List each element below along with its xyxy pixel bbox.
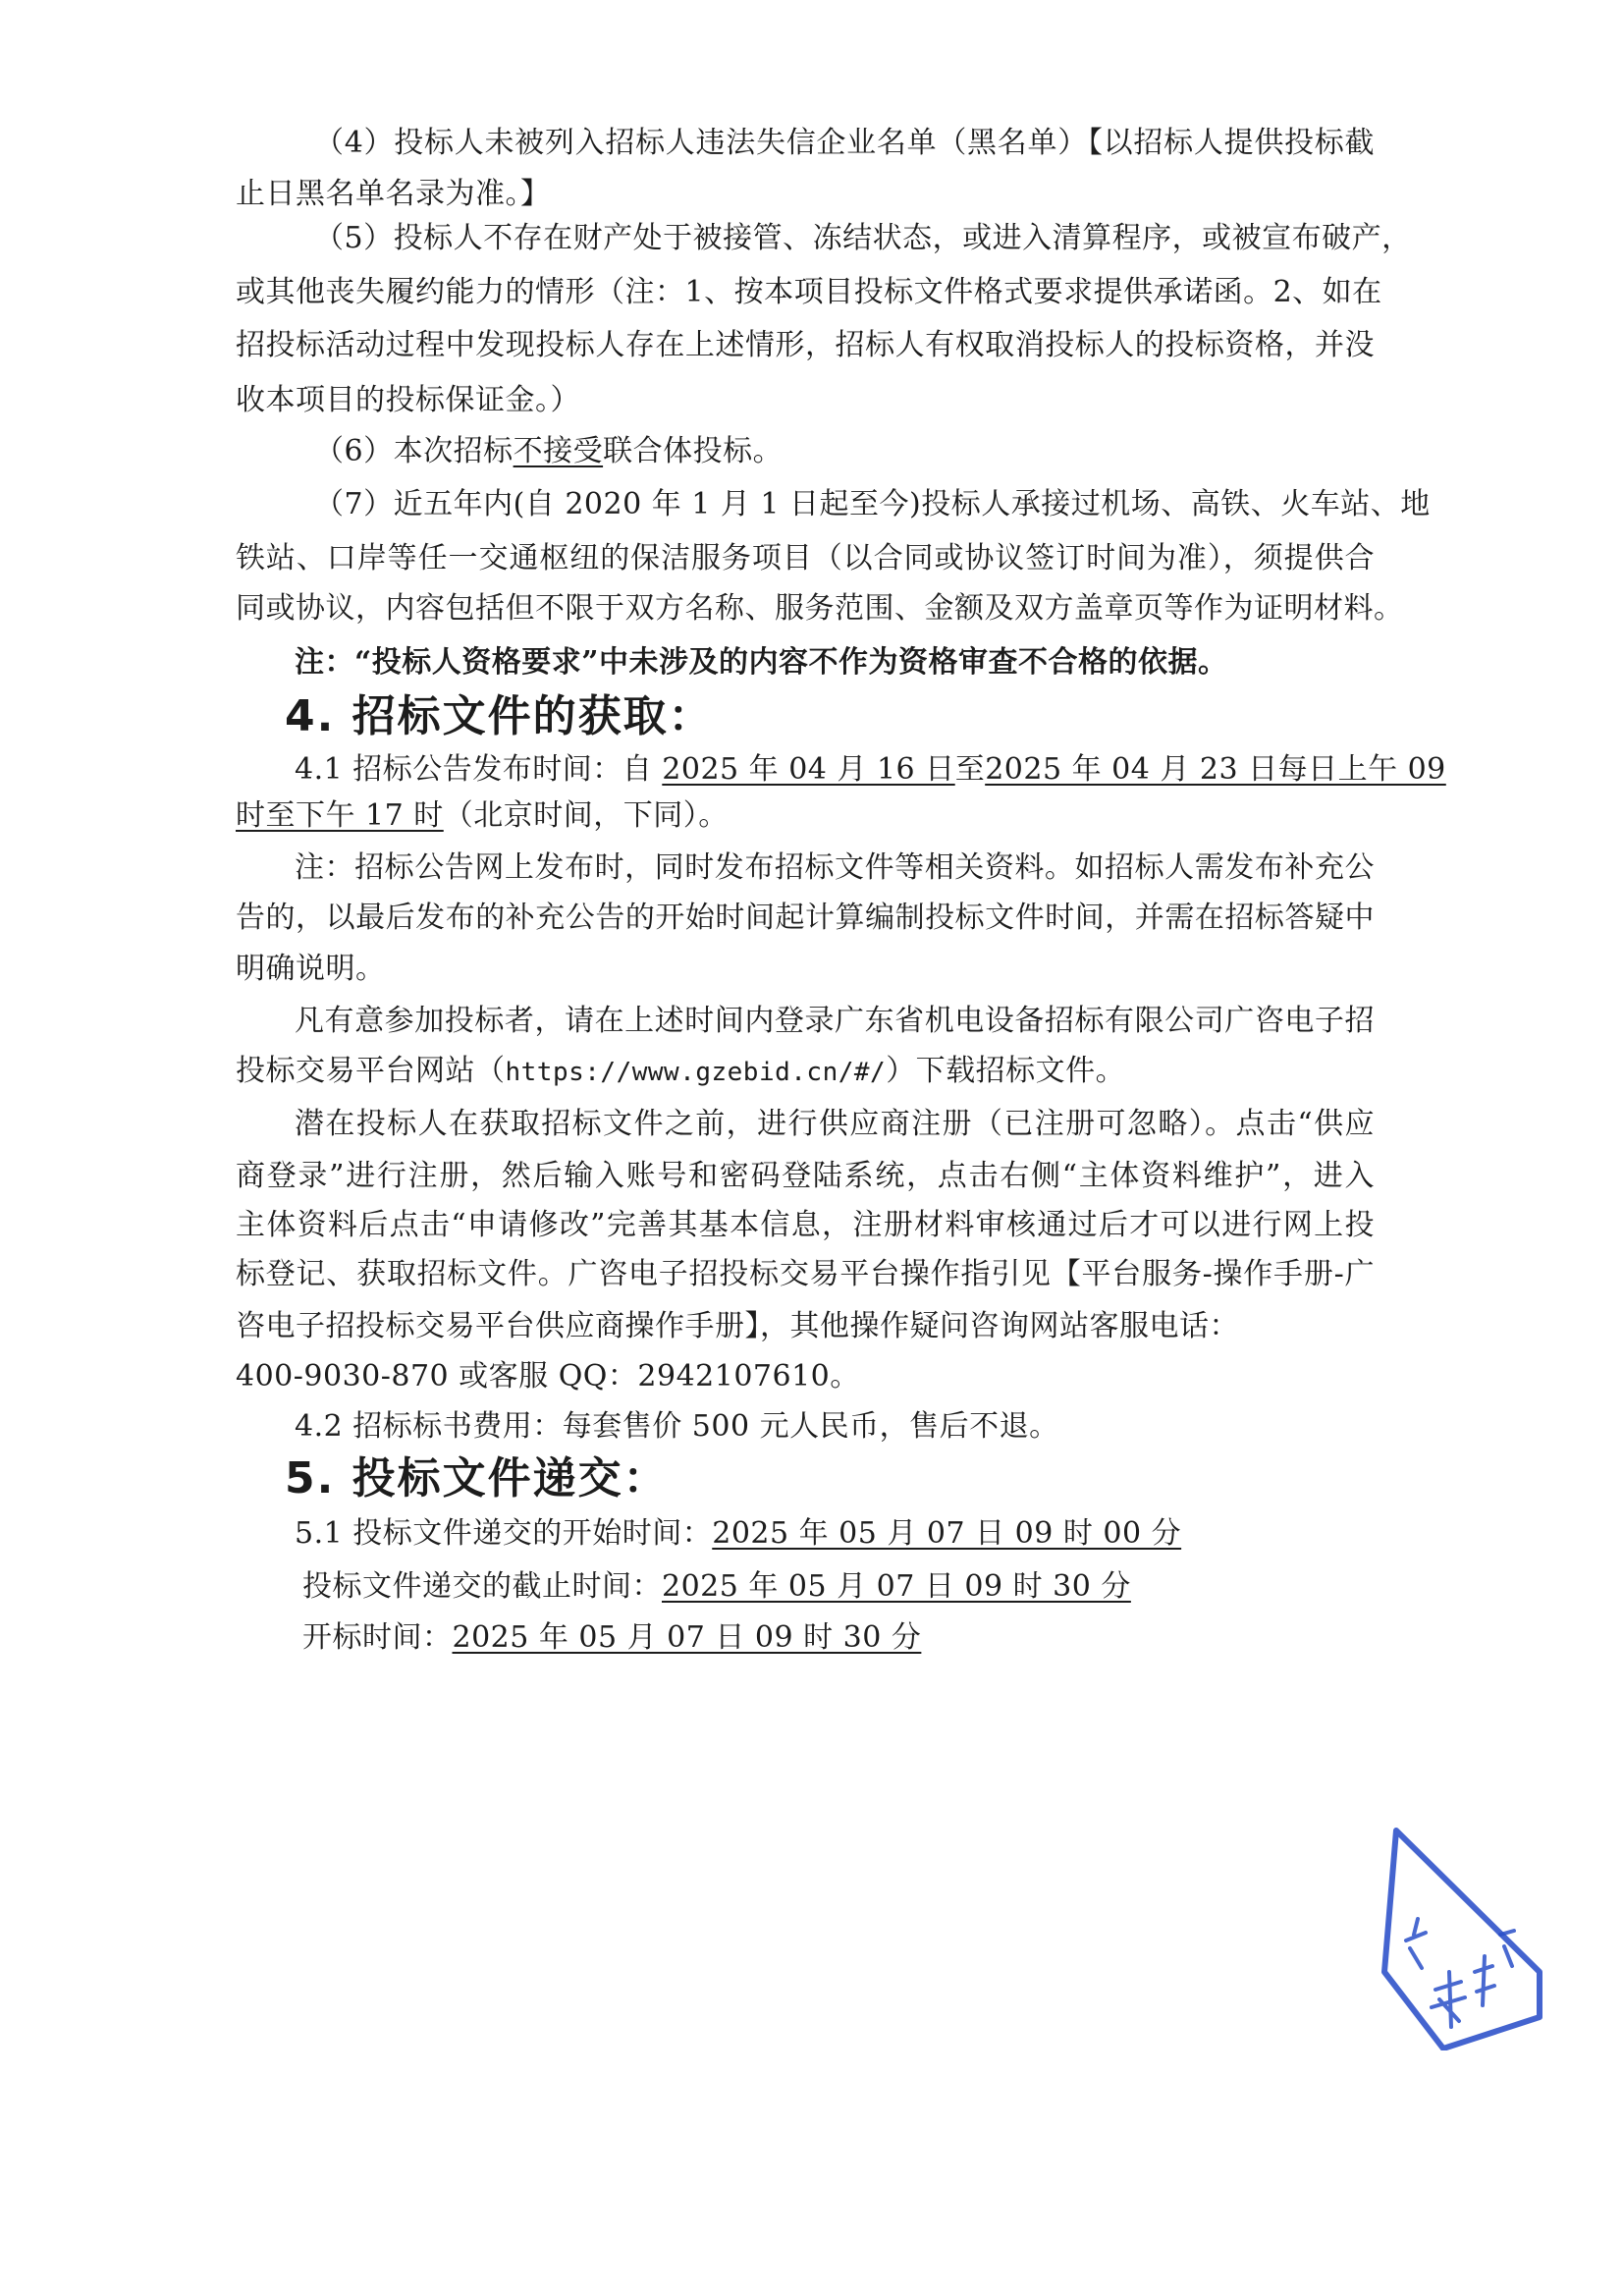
supplier-line-3: 主体资料后点击“申请修改”完善其基本信息，注册材料审核通过后才可以进行网上投 bbox=[236, 1208, 1375, 1242]
registration-line-2 bbox=[236, 1052, 1375, 1092]
registration-line-1: 凡有意参加投标者，请在上述时间内登录广东省机电设备招标有限公司广咨电子招 bbox=[295, 1004, 1375, 1038]
p-4-2: 4.2 招标标书费用：每套售价 500 元人民币，售后不退。 bbox=[295, 1409, 1059, 1444]
item-5-line-2: 或其他丧失履约能力的情形（注：1、按本项目投标文件格式要求提供承诺函。2、如在 bbox=[236, 275, 1382, 309]
registration-pre: 投标交易平台网站（ bbox=[236, 1054, 506, 1088]
p-4-1-line-1 bbox=[295, 750, 1446, 790]
p-4-1-line-2 bbox=[236, 796, 1375, 836]
qualification-note: 注：“投标人资格要求”中未涉及的内容不作为资格审查不合格的依据。 bbox=[295, 645, 1228, 680]
note-2-line-1: 注：招标公告网上发布时，同时发布招标文件等相关资料。如招标人需发布补充公 bbox=[295, 850, 1375, 885]
item-5-line-1: （5）投标人不存在财产处于被接管、冻结状态，或进入清算程序，或被宣布破产， bbox=[314, 221, 1412, 255]
note-2-line-3: 明确说明。 bbox=[236, 952, 386, 986]
item-7-line-2: 铁站、口岸等任一交通枢纽的保洁服务项目（以合同或协议签订时间为准），须提供合 bbox=[236, 541, 1375, 575]
p-5-3-line bbox=[302, 1618, 1441, 1658]
p-4-1-post: （北京时间，下同）。 bbox=[443, 798, 729, 833]
supplier-line-6: 400-9030-870 或客服 QQ：2942107610。 bbox=[236, 1359, 860, 1394]
item-6-pre: （6）本次招标 bbox=[314, 434, 514, 468]
p-5-2-value: 2025 年 05 月 07 日 09 时 30 分 bbox=[662, 1569, 1131, 1604]
p-5-3-value: 2025 年 05 月 07 日 09 时 30 分 bbox=[452, 1620, 922, 1655]
supplier-line-2: 商登录”进行注册，然后输入账号和密码登陆系统，点击右侧“主体资料维护”，进入 bbox=[236, 1159, 1375, 1193]
supplier-line-1: 潜在投标人在获取招标文件之前，进行供应商注册（已注册可忽略）。点击“供应 bbox=[295, 1107, 1375, 1141]
supplier-line-4: 标登记、获取招标文件。广咨电子招投标交易平台操作指引见【平台服务-操作手册-广 bbox=[236, 1257, 1375, 1291]
section-5-heading: 5. 投标文件递交： bbox=[285, 1453, 669, 1503]
p-5-2-label: 投标文件递交的截止时间： bbox=[302, 1569, 662, 1604]
p-4-1-mid: 至 bbox=[954, 752, 986, 787]
item-6-underlined: 不接受 bbox=[513, 434, 604, 468]
p-5-2-line bbox=[302, 1567, 1441, 1607]
p-4-1-time-range: 时至下午 17 时 bbox=[236, 798, 444, 833]
p-4-1-start-date: 2025 年 04 月 16 日 bbox=[662, 752, 955, 787]
supplier-line-5: 咨电子招投标交易平台供应商操作手册】，其他操作疑问咨询网站客服电话： bbox=[236, 1309, 1239, 1343]
item-5-line-4: 收本项目的投标保证金。） bbox=[236, 383, 580, 417]
p-4-1-end-date: 2025 年 04 月 23 日每日上午 09 bbox=[985, 752, 1446, 787]
p-5-1-line bbox=[295, 1514, 1375, 1554]
p-5-1-label: 5.1 投标文件递交的开始时间： bbox=[295, 1516, 713, 1551]
note-2-line-2: 告的，以最后发布的补充公告的开始时间起计算编制投标文件时间，并需在招标答疑中 bbox=[236, 901, 1375, 935]
item-4-line-1: （4）投标人未被列入招标人违法失信企业名单（黑名单）【以招标人提供投标截 bbox=[314, 126, 1375, 160]
p-5-3-label: 开标时间： bbox=[302, 1620, 453, 1655]
item-4-line-2: 止日黑名单名录为准。】 bbox=[236, 177, 551, 211]
p-4-1-pre: 4.1 招标公告发布时间：自 bbox=[295, 752, 663, 787]
registration-post: ）下载招标文件。 bbox=[886, 1054, 1126, 1088]
p-5-1-value: 2025 年 05 月 07 日 09 时 00 分 bbox=[712, 1516, 1182, 1551]
item-6-post: 联合体投标。 bbox=[603, 434, 784, 468]
section-4-heading: 4. 招标文件的获取： bbox=[285, 691, 714, 741]
item-7-line-1: （7）近五年内(自 2020 年 1 月 1 日起至今)投标人承接过机场、高铁、火车站、地 bbox=[314, 487, 1431, 521]
item-5-line-3: 招投标活动过程中发现投标人存在上述情形，招标人有权取消投标人的投标资格，并没 bbox=[236, 328, 1375, 362]
item-6-line bbox=[314, 432, 1375, 471]
seal-stamp-icon bbox=[1367, 1825, 1543, 2050]
item-7-line-3: 同或协议，内容包括但不限于双方名称、服务范围、金额及双方盖章页等作为证明材料。 bbox=[236, 591, 1404, 626]
platform-url-link[interactable]: https://www.gzebid.cn/#/ bbox=[505, 1058, 887, 1087]
